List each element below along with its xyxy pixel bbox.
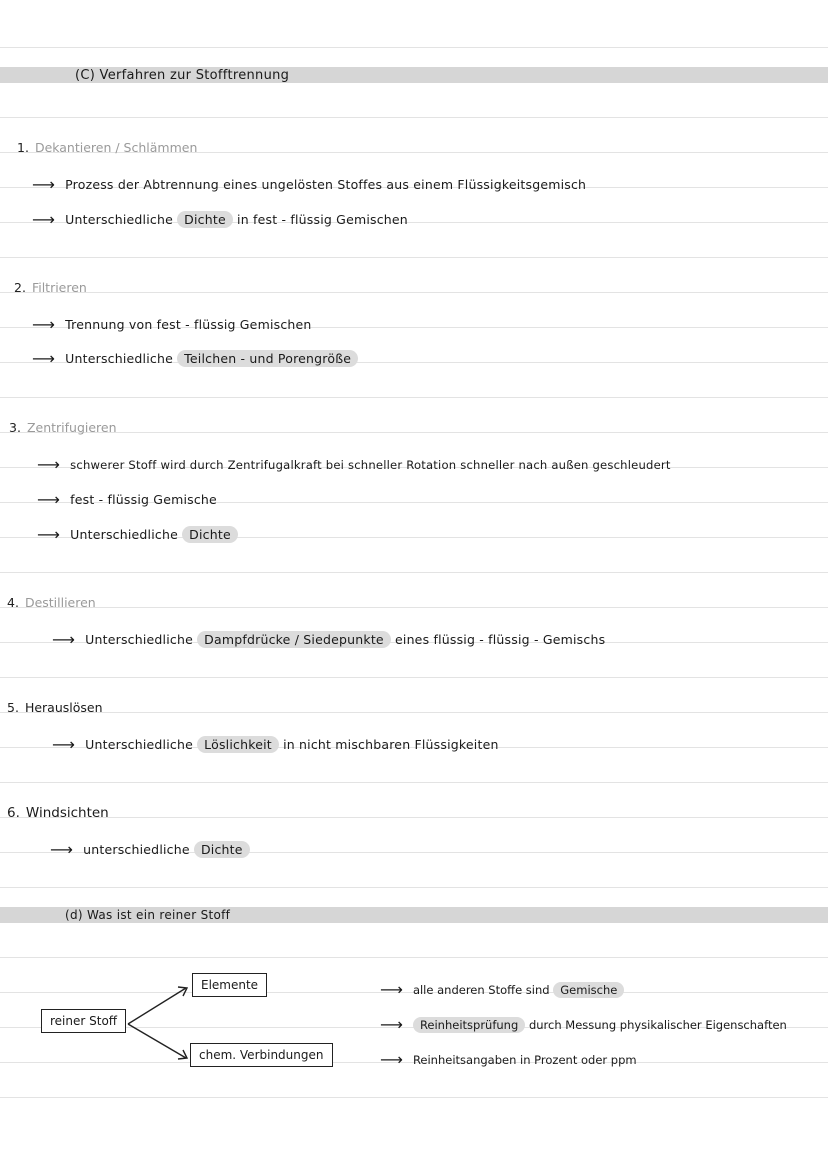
line-text: Unterschiedliche: [65, 212, 173, 227]
ruled-line: [0, 1097, 828, 1098]
item-1-line-2: [32, 209, 408, 228]
item-label: Windsichten: [25, 805, 109, 821]
item-5-heading: [7, 700, 103, 715]
ruled-line: [0, 432, 828, 433]
ruled-line: [0, 957, 828, 958]
item-label: Zentrifugieren: [26, 420, 117, 435]
item-number: 6.: [7, 805, 20, 821]
diagram-root-box: reiner Stoff: [41, 1009, 126, 1033]
line-text: unterschiedliche: [83, 842, 190, 857]
note-line-3: [380, 1049, 637, 1068]
ruled-line: [0, 607, 828, 608]
item-1-line-1: [32, 174, 586, 193]
ruled-line: [0, 292, 828, 293]
item-3-line-1: [37, 454, 671, 473]
arrow-right-icon: ⟶: [37, 525, 61, 544]
note-line-2: [380, 1014, 787, 1033]
arrow-right-icon: ⟶: [37, 455, 61, 474]
line-text: eines flüssig - flüssig - Gemischs: [395, 632, 606, 647]
arrow-right-icon: ⟶: [32, 210, 56, 229]
ruled-line: [0, 712, 828, 713]
item-3-line-2: [37, 489, 217, 508]
diagram-compounds-box: chem. Verbindungen: [190, 1043, 333, 1067]
line-text: alle anderen Stoffe sind: [412, 983, 550, 997]
line-text: in fest - flüssig Gemischen: [237, 212, 408, 227]
highlight: Gemische: [553, 982, 624, 998]
item-2-heading: [14, 280, 87, 295]
item-2-line-1: [32, 314, 312, 333]
line-text: fest - flüssig Gemische: [70, 492, 217, 507]
line-text: Unterschiedliche: [65, 351, 173, 366]
highlight: Dampfdrücke / Siedepunkte: [197, 631, 391, 648]
item-number: 5.: [7, 700, 19, 715]
item-2-line-2: [32, 348, 358, 367]
line-text: Prozess der Abtrennung eines ungelösten Stoffes aus einem Flüssigkeitsgemisch: [65, 177, 587, 192]
ruled-line: [0, 572, 828, 573]
line-text: schwerer Stoff wird durch Zentrifugalkraft bei schneller Rotation schneller nach außen geschleudert: [70, 458, 671, 472]
item-5-line-1: [52, 734, 499, 753]
item-label: Dekantieren / Schlämmen: [34, 140, 198, 155]
item-label: Herauslösen: [24, 700, 103, 715]
arrow-right-icon: ⟶: [50, 840, 74, 859]
highlight: Dichte: [194, 841, 250, 858]
arrow-right-icon: ⟶: [32, 175, 56, 194]
line-text: in nicht mischbaren Flüssigkeiten: [283, 737, 499, 752]
line-text: Unterschiedliche: [85, 632, 193, 647]
ruled-line: [0, 257, 828, 258]
item-4-line-1: [52, 629, 605, 648]
diagram-elements-box: Elemente: [192, 973, 267, 997]
item-6-line-1: [50, 839, 250, 858]
item-1-heading: [17, 140, 197, 155]
highlight: Reinheitsprüfung: [413, 1017, 525, 1033]
section-d-title: (d) Was ist ein reiner Stoff: [65, 908, 231, 922]
ruled-line: [0, 817, 828, 818]
item-number: 4.: [7, 595, 19, 610]
highlight: Dichte: [177, 211, 233, 228]
ruled-line: [0, 47, 828, 48]
line-text: Unterschiedliche: [70, 527, 178, 542]
highlight: Löslichkeit: [197, 736, 279, 753]
arrow-right-icon: ⟶: [380, 1015, 403, 1034]
ruled-line: [0, 782, 828, 783]
ruled-line: [0, 397, 828, 398]
line-text: Trennung von fest - flüssig Gemischen: [65, 317, 312, 332]
arrow-right-icon: ⟶: [380, 980, 403, 999]
item-number: 2.: [14, 280, 26, 295]
section-c-title: (C) Verfahren zur Stofftrennung: [75, 68, 290, 83]
arrow-right-icon: ⟶: [37, 490, 61, 509]
highlight: Dichte: [182, 526, 238, 543]
note-line-1: [380, 979, 624, 998]
item-number: 1.: [17, 140, 29, 155]
ruled-line: [0, 117, 828, 118]
arrow-right-icon: ⟶: [380, 1050, 403, 1069]
arrow-right-icon: ⟶: [52, 735, 76, 754]
item-number: 3.: [9, 420, 21, 435]
ruled-line: [0, 887, 828, 888]
item-3-line-3: [37, 524, 238, 543]
ruled-line: [0, 677, 828, 678]
line-text: Unterschiedliche: [85, 737, 193, 752]
line-text: durch Messung physikalischer Eigenschaften: [528, 1018, 787, 1032]
item-label: Filtrieren: [31, 280, 87, 295]
item-label: Destillieren: [24, 595, 96, 610]
arrow-right-icon: ⟶: [32, 349, 56, 368]
item-4-heading: [7, 595, 96, 610]
highlight: Teilchen - und Porengröße: [177, 350, 358, 367]
item-3-heading: [9, 420, 117, 435]
arrow-right-icon: ⟶: [32, 315, 56, 334]
arrow-right-icon: ⟶: [52, 630, 76, 649]
line-text: Reinheitsangaben in Prozent oder ppm: [412, 1053, 637, 1067]
item-6-heading: [7, 805, 109, 821]
